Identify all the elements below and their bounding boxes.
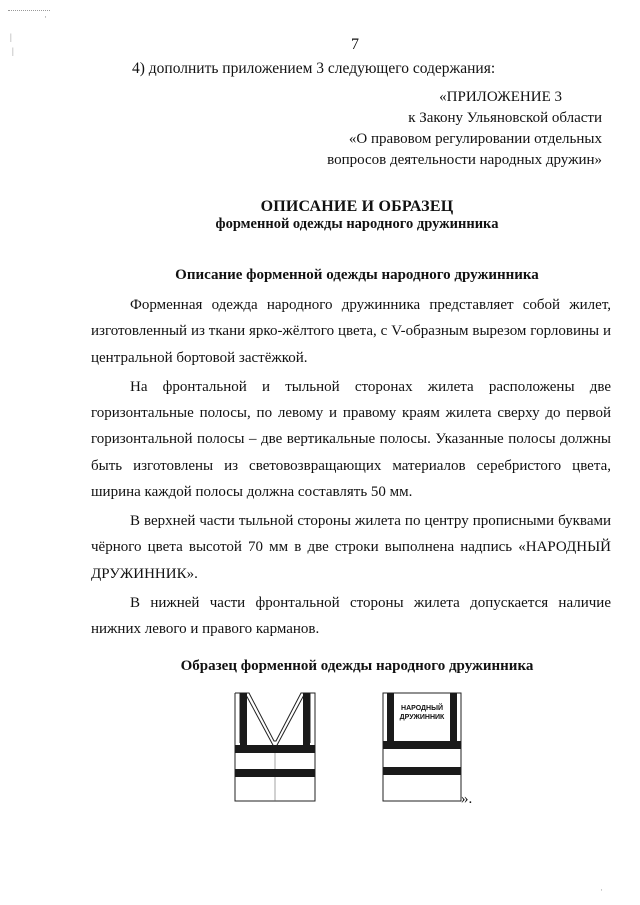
vest-front-horizontal-stripe-top [235, 745, 315, 753]
description-body [91, 292, 611, 642]
appendix-line: вопросов деятельности народных дружин» [327, 152, 602, 168]
document-title: ОПИСАНИЕ И ОБРАЗЕЦ [260, 198, 454, 215]
vest-front-illustration [231, 691, 317, 803]
vest-front-neckline [245, 693, 305, 747]
vest-front-vertical-stripe-right [303, 693, 310, 745]
vest-front-horizontal-stripe-bottom [235, 769, 315, 777]
vest-back-label-line2: ДРУЖИННИК [399, 714, 445, 721]
appendix-title: «ПРИЛОЖЕНИЕ 3 [439, 89, 562, 105]
scan-dash-line [8, 10, 50, 11]
paragraph: На фронтальной и тыльной сторонах жилета расположены две горизонтальные полосы, по левому и правому краям жилета сверху до первой горизонтальной полосы – две вертикальные полосы. Указанные полосы должны быть изготовлены из световозвращающих материалов серебристого цвета, ширина каждой полосы должна составлять 50 мм. [91, 378, 611, 501]
closing-quote-mark: ». [461, 791, 473, 807]
vest-back-vertical-stripe-right [450, 693, 457, 743]
scan-bracket: | [10, 32, 12, 42]
scan-corner-mark: · [600, 885, 603, 895]
vest-front-vertical-stripe-left [240, 693, 247, 745]
page-number: 7 [351, 36, 359, 53]
section-title: Описание форменной одежды народного дружинника [175, 267, 539, 283]
vest-back-illustration [379, 691, 465, 803]
vest-back-label-line1: НАРОДНЫЙ [401, 705, 443, 712]
paragraph: В нижней части фронтальной стороны жилета допускается наличие нижних левого и правого карманов. [91, 594, 611, 638]
paragraph: В верхней части тыльной стороны жилета по центру прописными буквами чёрного цвета высотой 70 мм в две строки выполнена надпись «НАРОДНЫЙ ДРУЖИННИК». [91, 513, 611, 582]
vest-back-vertical-stripe-left [387, 693, 394, 743]
intro-line: 4) дополнить приложением 3 следующего содержания: [132, 60, 496, 77]
appendix-line: к Закону Ульяновской области [408, 110, 602, 126]
paragraph: Форменная одежда народного дружинника представляет собой жилет, изготовленный из ткани ярко-жёлтого цвета, с V-образным вырезом горловины и центральной бортовой застёжкой. [91, 297, 611, 366]
vest-back-horizontal-stripe-top [383, 741, 461, 749]
document-subtitle: форменной одежды народного дружинника [215, 216, 499, 232]
scan-dot: · [44, 12, 47, 22]
scan-bracket: | [12, 46, 14, 56]
sample-title: Образец форменной одежды народного дружинника [180, 658, 534, 674]
vest-back-horizontal-stripe-bottom [383, 767, 461, 775]
appendix-line: «О правовом регулировании отдельных [348, 131, 602, 147]
appendix-header [327, 87, 602, 171]
